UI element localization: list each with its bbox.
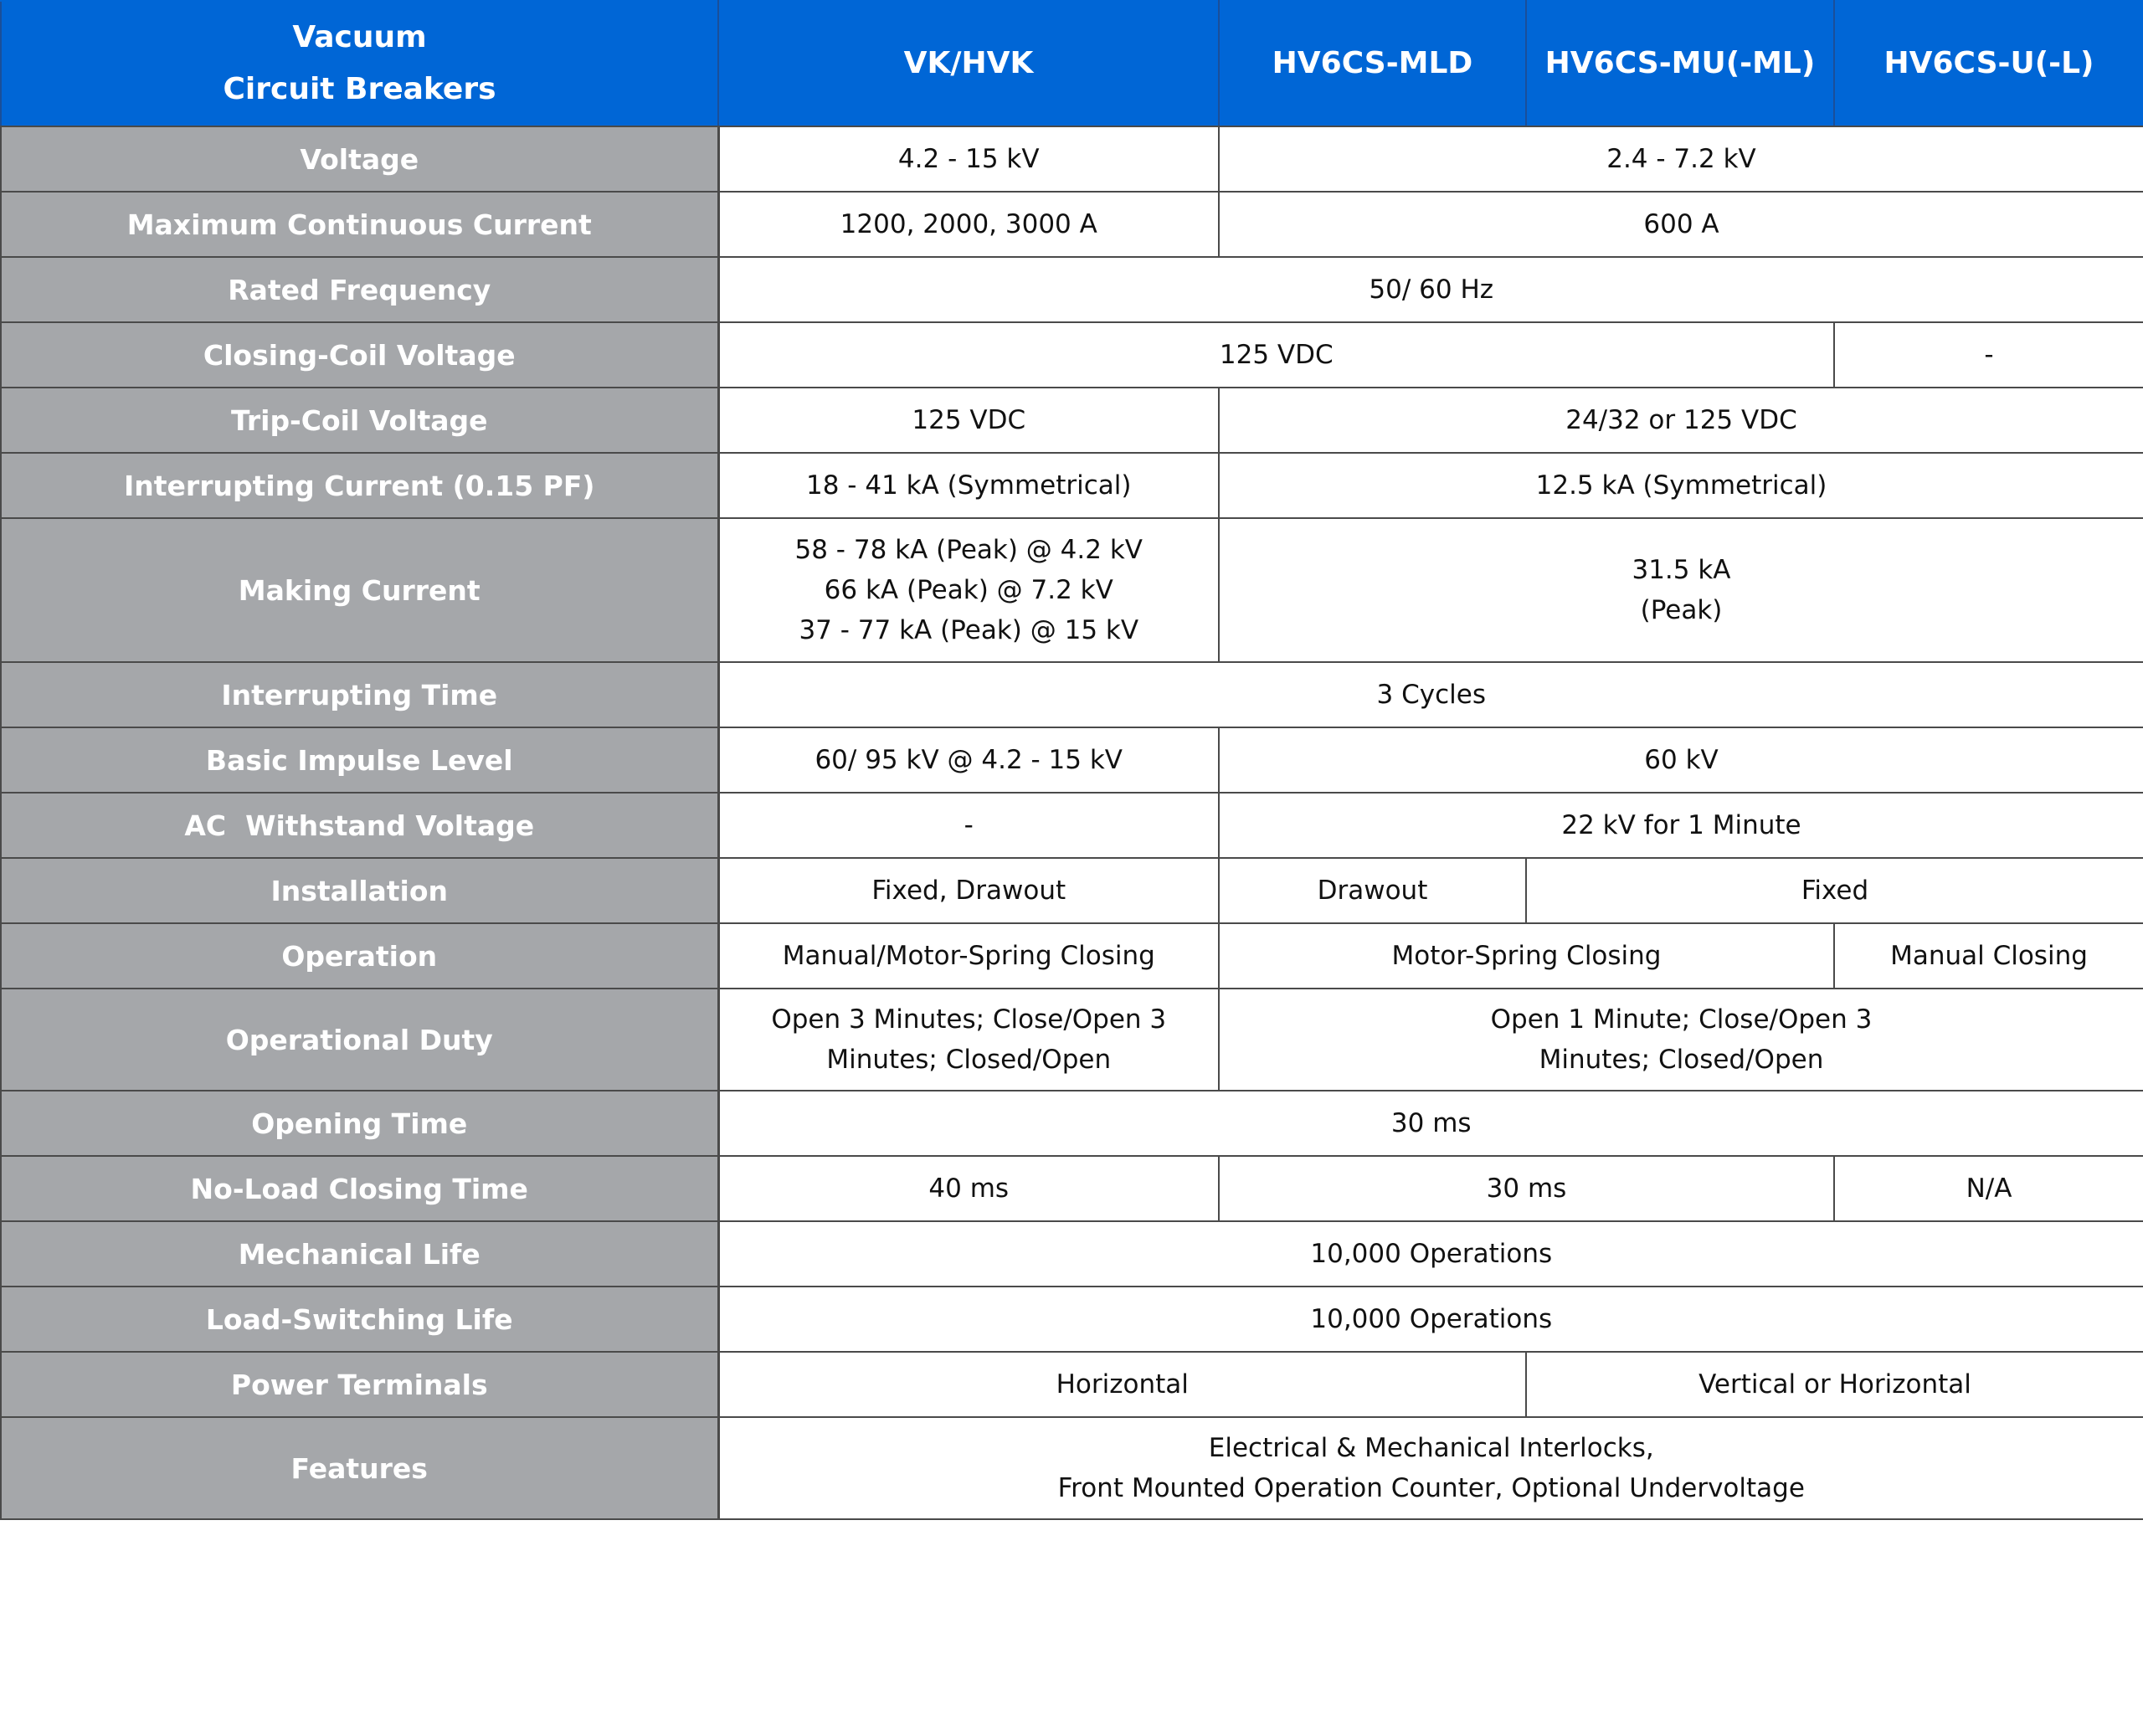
row-label: Operation xyxy=(1,923,718,989)
row-label: Maximum Continuous Current xyxy=(1,192,718,257)
cell-vk: 40 ms xyxy=(718,1156,1219,1221)
cell-line: 37 - 77 kA (Peak) @ 15 kV xyxy=(799,615,1139,645)
row-label: Making Current xyxy=(1,518,718,662)
row-mechanical-life xyxy=(1,1221,2143,1287)
cell-vk: 1200, 2000, 3000 A xyxy=(718,192,1219,257)
row-power-terminals xyxy=(1,1352,2143,1417)
cell-vk: 60/ 95 kV @ 4.2 - 15 kV xyxy=(718,727,1219,793)
cell-all: 10,000 Operations xyxy=(718,1287,2143,1352)
row-voltage xyxy=(1,126,2143,192)
row-trip-coil xyxy=(1,388,2143,453)
cell-line: Minutes; Closed/Open xyxy=(826,1045,1112,1075)
cell-u: - xyxy=(1834,322,2143,388)
cell-line: Open 1 Minute; Close/Open 3 xyxy=(1490,1004,1873,1035)
row-label: Closing-Coil Voltage xyxy=(1,322,718,388)
row-operational-duty xyxy=(1,989,2143,1091)
row-label: Interrupting Current (0.15 PF) xyxy=(1,453,718,518)
cell-mld-mu: Motor-Spring Closing xyxy=(1219,923,1834,989)
row-label: Rated Frequency xyxy=(1,257,718,322)
row-label: Load-Switching Life xyxy=(1,1287,718,1352)
cell-all: 3 Cycles xyxy=(718,662,2143,727)
col-header-mld: HV6CS-MLD xyxy=(1219,1,1526,126)
cell-all xyxy=(718,1417,2143,1519)
col-header-vk: VK/HVK xyxy=(718,1,1219,126)
cell-mu-u: Vertical or Horizontal xyxy=(1526,1352,2143,1417)
cell-all: 50/ 60 Hz xyxy=(718,257,2143,322)
table-title-line2: Circuit Breakers xyxy=(223,72,496,106)
row-label: Operational Duty xyxy=(1,989,718,1091)
cell-line: Front Mounted Operation Counter, Optional Undervoltage xyxy=(1057,1473,1805,1503)
row-label: Basic Impulse Level xyxy=(1,727,718,793)
row-closing-time xyxy=(1,1156,2143,1221)
row-label: Power Terminals xyxy=(1,1352,718,1417)
table-title xyxy=(1,1,718,126)
cell-line: Minutes; Closed/Open xyxy=(1539,1045,1824,1075)
row-closing-coil xyxy=(1,322,2143,388)
cell-hv6cs: 22 kV for 1 Minute xyxy=(1219,793,2143,858)
cell-vk: - xyxy=(718,793,1219,858)
row-installation xyxy=(1,858,2143,923)
row-load-switching-life xyxy=(1,1287,2143,1352)
cell-vk xyxy=(718,989,1219,1091)
row-making-current xyxy=(1,518,2143,662)
cell-hv6cs xyxy=(1219,989,2143,1091)
row-label: Trip-Coil Voltage xyxy=(1,388,718,453)
cell-line: 66 kA (Peak) @ 7.2 kV xyxy=(824,575,1113,605)
row-interrupting-time xyxy=(1,662,2143,727)
cell-line: 31.5 kA xyxy=(1632,555,1731,585)
cell-line: Electrical & Mechanical Interlocks, xyxy=(1208,1433,1654,1463)
cell-mu-u: Fixed xyxy=(1526,858,2143,923)
cell-vk: Manual/Motor-Spring Closing xyxy=(718,923,1219,989)
row-label: Voltage xyxy=(1,126,718,192)
row-bil xyxy=(1,727,2143,793)
cell-line: 58 - 78 kA (Peak) @ 4.2 kV xyxy=(794,535,1143,565)
header-row xyxy=(1,1,2143,126)
row-label: Installation xyxy=(1,858,718,923)
cell-line: (Peak) xyxy=(1640,595,1723,625)
row-label: AC Withstand Voltage xyxy=(1,793,718,858)
col-header-mu: HV6CS-MU(-ML) xyxy=(1526,1,1834,126)
cell-all: 30 ms xyxy=(718,1091,2143,1156)
cell-mld-mu: 30 ms xyxy=(1219,1156,1834,1221)
cell-u: Manual Closing xyxy=(1834,923,2143,989)
cell-u: N/A xyxy=(1834,1156,2143,1221)
row-opening-time xyxy=(1,1091,2143,1156)
row-ac-withstand xyxy=(1,793,2143,858)
cell-vk-mld: Horizontal xyxy=(718,1352,1526,1417)
cell-mld: Drawout xyxy=(1219,858,1526,923)
cell-hv6cs: 60 kV xyxy=(1219,727,2143,793)
cell-hv6cs xyxy=(1219,518,2143,662)
cell-vk xyxy=(718,518,1219,662)
row-label: Mechanical Life xyxy=(1,1221,718,1287)
cell-line: Open 3 Minutes; Close/Open 3 xyxy=(771,1004,1167,1035)
cell-vk: 4.2 - 15 kV xyxy=(718,126,1219,192)
cell-vk: Fixed, Drawout xyxy=(718,858,1219,923)
row-label: No-Load Closing Time xyxy=(1,1156,718,1221)
cell-hv6cs: 2.4 - 7.2 kV xyxy=(1219,126,2143,192)
cell-hv6cs: 24/32 or 125 VDC xyxy=(1219,388,2143,453)
row-max-current xyxy=(1,192,2143,257)
row-frequency xyxy=(1,257,2143,322)
col-header-u: HV6CS-U(-L) xyxy=(1834,1,2143,126)
cell-hv6cs: 12.5 kA (Symmetrical) xyxy=(1219,453,2143,518)
row-interrupting-current xyxy=(1,453,2143,518)
cell-vk: 125 VDC xyxy=(718,388,1219,453)
row-operation xyxy=(1,923,2143,989)
cell-hv6cs: 600 A xyxy=(1219,192,2143,257)
row-label: Opening Time xyxy=(1,1091,718,1156)
cell-vk-mld-mu: 125 VDC xyxy=(718,322,1834,388)
row-label: Interrupting Time xyxy=(1,662,718,727)
cell-all: 10,000 Operations xyxy=(718,1221,2143,1287)
row-label: Features xyxy=(1,1417,718,1519)
row-features xyxy=(1,1417,2143,1519)
cell-vk: 18 - 41 kA (Symmetrical) xyxy=(718,453,1219,518)
table-title-line1: Vacuum xyxy=(292,20,427,54)
